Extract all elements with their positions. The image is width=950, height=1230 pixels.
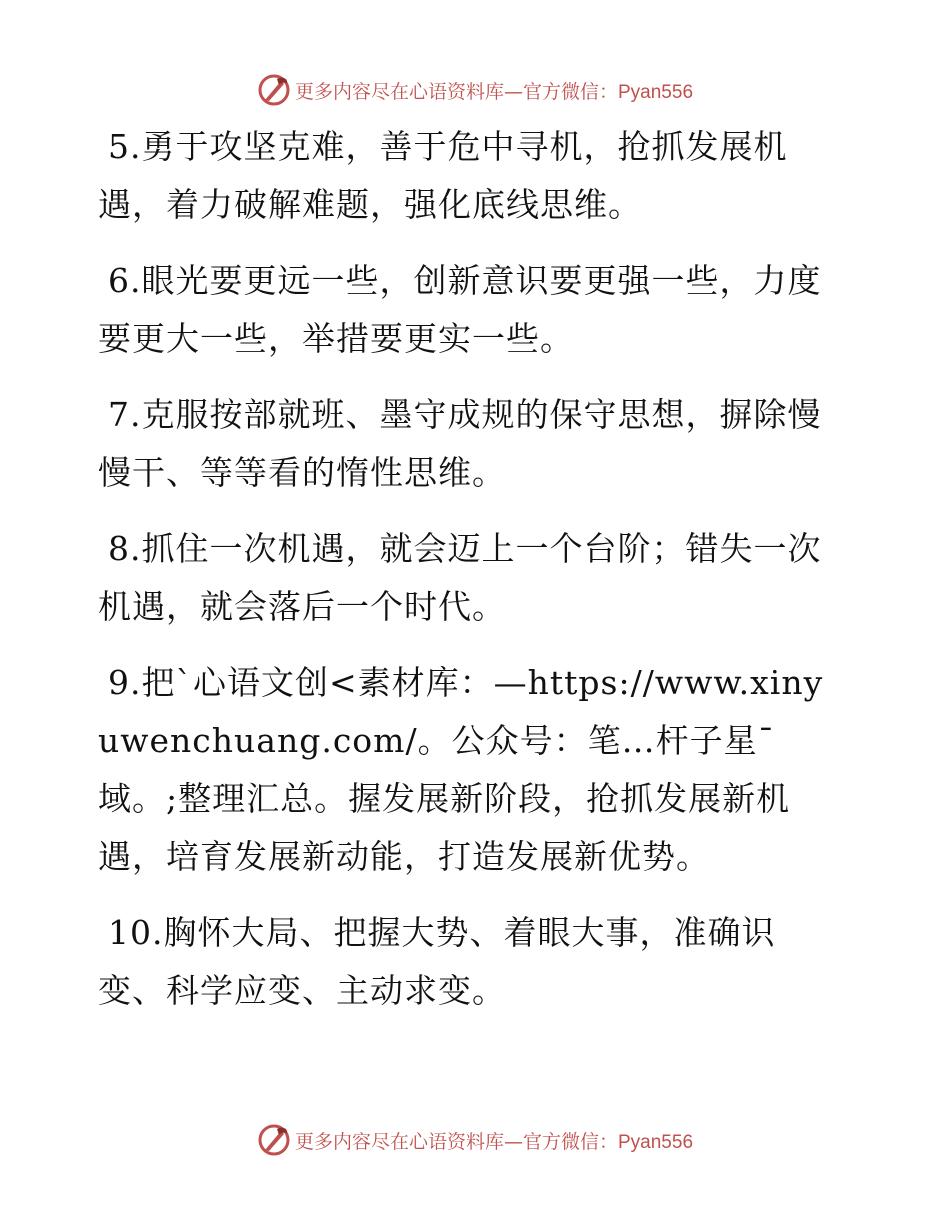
list-item [98, 118, 838, 234]
quill-circle-logo-icon [257, 73, 291, 107]
header-slogan: 更多内容尽在心语资料库 [294, 80, 504, 103]
item-number: 8. [108, 529, 142, 568]
item-number: 7. [108, 395, 142, 434]
list-item [98, 252, 838, 368]
list-item [98, 904, 838, 1020]
footer-wechat-id: Pyan556 [618, 1131, 694, 1153]
item-text: 胸怀大局、把握大势、着眼大事，准确识变、科学应变、主动求变。 [98, 913, 776, 1010]
item-number: 9. [108, 663, 142, 702]
quill-circle-logo-icon [257, 1123, 291, 1157]
item-text: 抓住一次机遇，就会迈上一个台阶；错失一次机遇，就会落后一个时代。 [98, 529, 822, 626]
list-item [98, 654, 838, 886]
footer-separator: — [503, 1130, 523, 1153]
item-text: 克服按部就班、墨守成规的保守思想，摒除慢慢干、等等看的惰性思维。 [98, 395, 822, 492]
item-number: 5. [108, 127, 142, 166]
footer-slogan: 更多内容尽在心语资料库 [294, 1130, 504, 1153]
list-item [98, 520, 838, 636]
header-separator: — [503, 80, 523, 103]
header-wechat-id: Pyan556 [618, 81, 694, 103]
footer-banner [0, 1120, 950, 1160]
footer-text [295, 1127, 693, 1154]
header-text [295, 77, 693, 104]
document-body [98, 118, 838, 1038]
item-text: 眼光要更远一些，创新意识要更强一些，力度要更大一些，举措要更实一些。 [98, 261, 822, 358]
item-number: 6. [108, 261, 142, 300]
footer-wechat-label: 官方微信： [522, 1130, 618, 1153]
item-number: 10. [108, 913, 164, 952]
header-banner [0, 70, 950, 110]
list-item [98, 386, 838, 502]
item-text: 把`心语文创<素材库：—https://www.xinyuwenchuang.com/。公众号：笔…杆子星¯域。;整理汇总。握发展新阶段，抢抓发展新机遇，培育发展新动能，打造发展新优势。 [98, 663, 824, 876]
item-text: 勇于攻坚克难，善于危中寻机，抢抓发展机遇，着力破解难题，强化底线思维。 [98, 127, 788, 224]
header-wechat-label: 官方微信： [522, 80, 618, 103]
